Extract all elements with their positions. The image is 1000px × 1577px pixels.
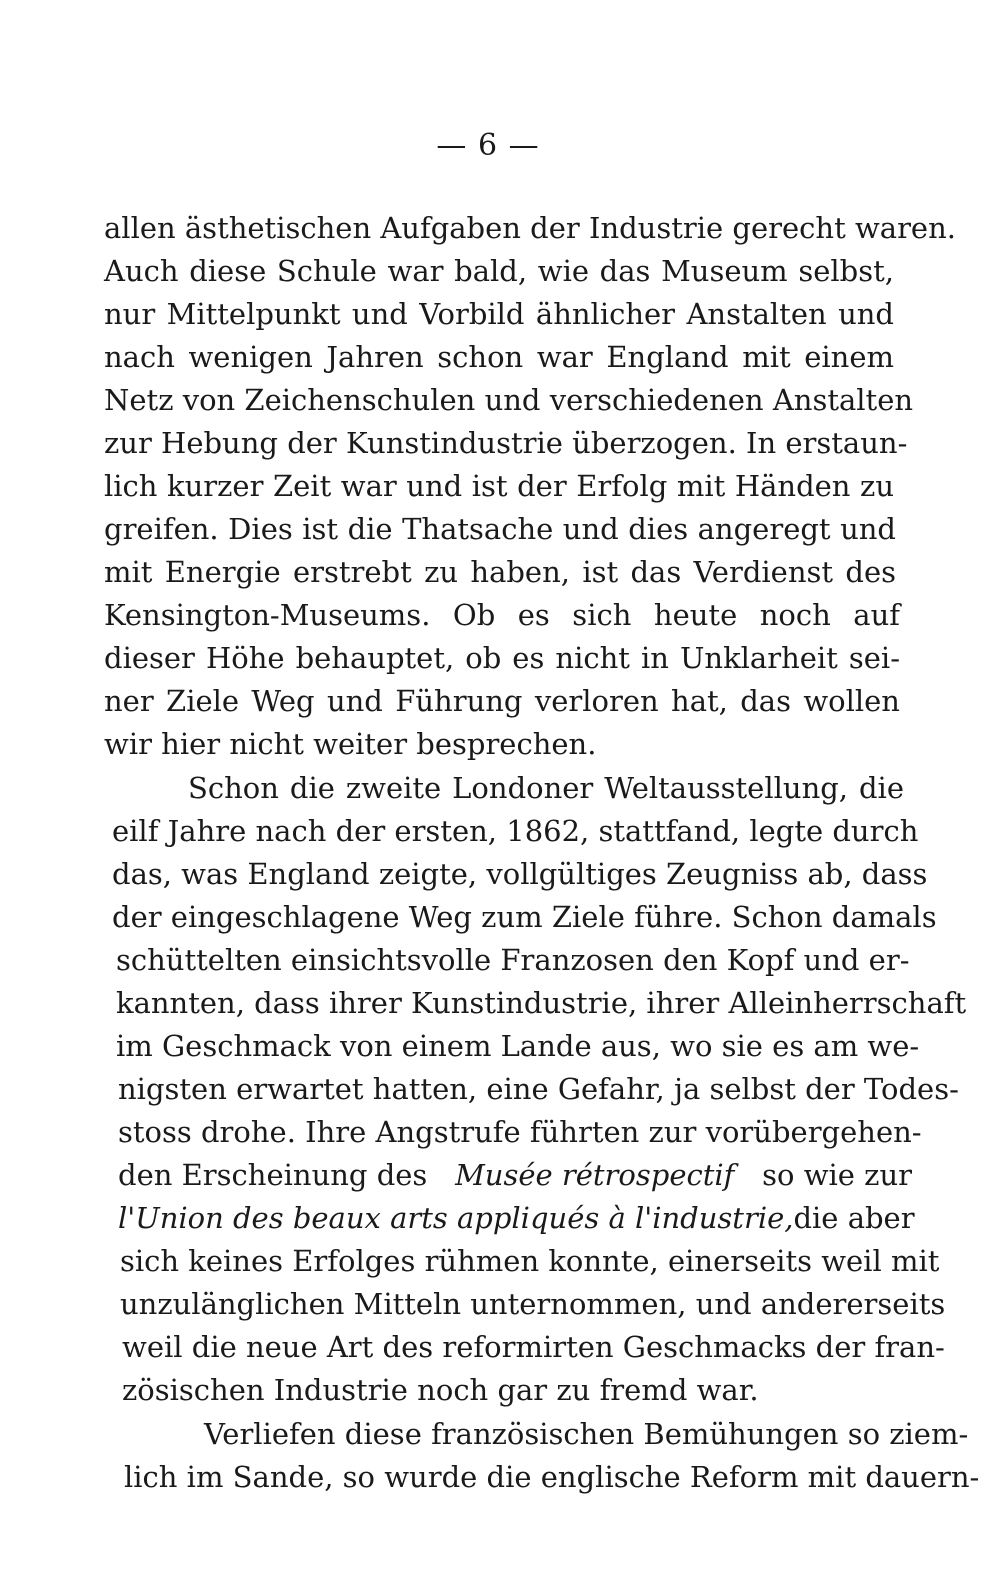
text-line: nach wenigen Jahren schon war England mit einem bbox=[104, 340, 894, 374]
text-line: dieser Höhe behauptet, ob es nicht in Unklarheit sei- bbox=[104, 641, 900, 675]
text-line: eilf Jahre nach der ersten, 1862, stattfand, legte durch bbox=[112, 814, 919, 848]
text-line: schüttelten einsichtsvolle Franzosen den Kopf und er- bbox=[116, 943, 910, 977]
text-line: unzulänglichen Mitteln unternommen, und andererseits bbox=[120, 1287, 946, 1321]
text-line: allen ästhetischen Aufgaben der Industrie gerecht waren. bbox=[104, 211, 956, 245]
text-line bbox=[118, 1197, 914, 1239]
text-span: die aber bbox=[793, 1201, 915, 1235]
page-number: — 6 — bbox=[436, 128, 540, 163]
text-line: lich kurzer Zeit war und ist der Erfolg mit Händen zu bbox=[104, 469, 894, 503]
text-line: Netz von Zeichenschulen und verschiedenen Anstalten bbox=[104, 383, 914, 417]
text-line: nur Mittelpunkt und Vorbild ähnlicher Anstalten und bbox=[104, 297, 894, 331]
text-line: der eingeschlagene Weg zum Ziele führe. Schon damals bbox=[112, 900, 937, 934]
text-line: mit Energie erstrebt zu haben, ist das Verdienst des bbox=[104, 555, 896, 589]
text-line: lich im Sande, so wurde die englische Reform mit dauern- bbox=[124, 1460, 980, 1494]
text-line: Schon die zweite Londoner Weltausstellung, die bbox=[188, 771, 904, 805]
text-span: so wie zur bbox=[762, 1158, 912, 1192]
italic-title: l'Union des beaux arts appliqués à l'industrie, bbox=[118, 1201, 794, 1235]
text-line: weil die neue Art des reformirten Geschmacks der fran- bbox=[122, 1330, 945, 1364]
text-line: Verliefen diese französischen Bemühungen so ziem- bbox=[204, 1417, 969, 1451]
text-line bbox=[118, 1154, 912, 1196]
text-line: wir hier nicht weiter besprechen. bbox=[104, 727, 597, 761]
text-line: ner Ziele Weg und Führung verloren hat, das wollen bbox=[104, 684, 900, 718]
text-line: kannten, dass ihrer Kunstindustrie, ihrer Alleinherrschaft bbox=[116, 986, 967, 1020]
text-line: sich keines Erfolges rühmen konnte, einerseits weil mit bbox=[120, 1244, 940, 1278]
text-line: im Geschmack von einem Lande aus, wo sie es am we- bbox=[116, 1029, 920, 1063]
text-line: das, was England zeigte, vollgültiges Zeugniss ab, dass bbox=[112, 857, 928, 891]
text-span: den Erscheinung des bbox=[118, 1158, 428, 1192]
text-line: Auch diese Schule war bald, wie das Museum selbst, bbox=[104, 254, 894, 288]
text-line: nigsten erwartet hatten, eine Gefahr, ja selbst der Todes- bbox=[118, 1072, 959, 1106]
text-line: stoss drohe. Ihre Angstrufe führten zur vorübergehen- bbox=[118, 1115, 922, 1149]
text-line: greifen. Dies ist die Thatsache und dies angeregt und bbox=[104, 512, 896, 546]
italic-title: Musée rétrospectif bbox=[455, 1158, 735, 1192]
text-line: zur Hebung der Kunstindustrie überzogen. In erstaun- bbox=[104, 426, 908, 460]
text-line: zösischen Industrie noch gar zu fremd war. bbox=[122, 1373, 759, 1407]
text-line: Kensington-Museums. Ob es sich heute noch auf bbox=[104, 598, 900, 632]
